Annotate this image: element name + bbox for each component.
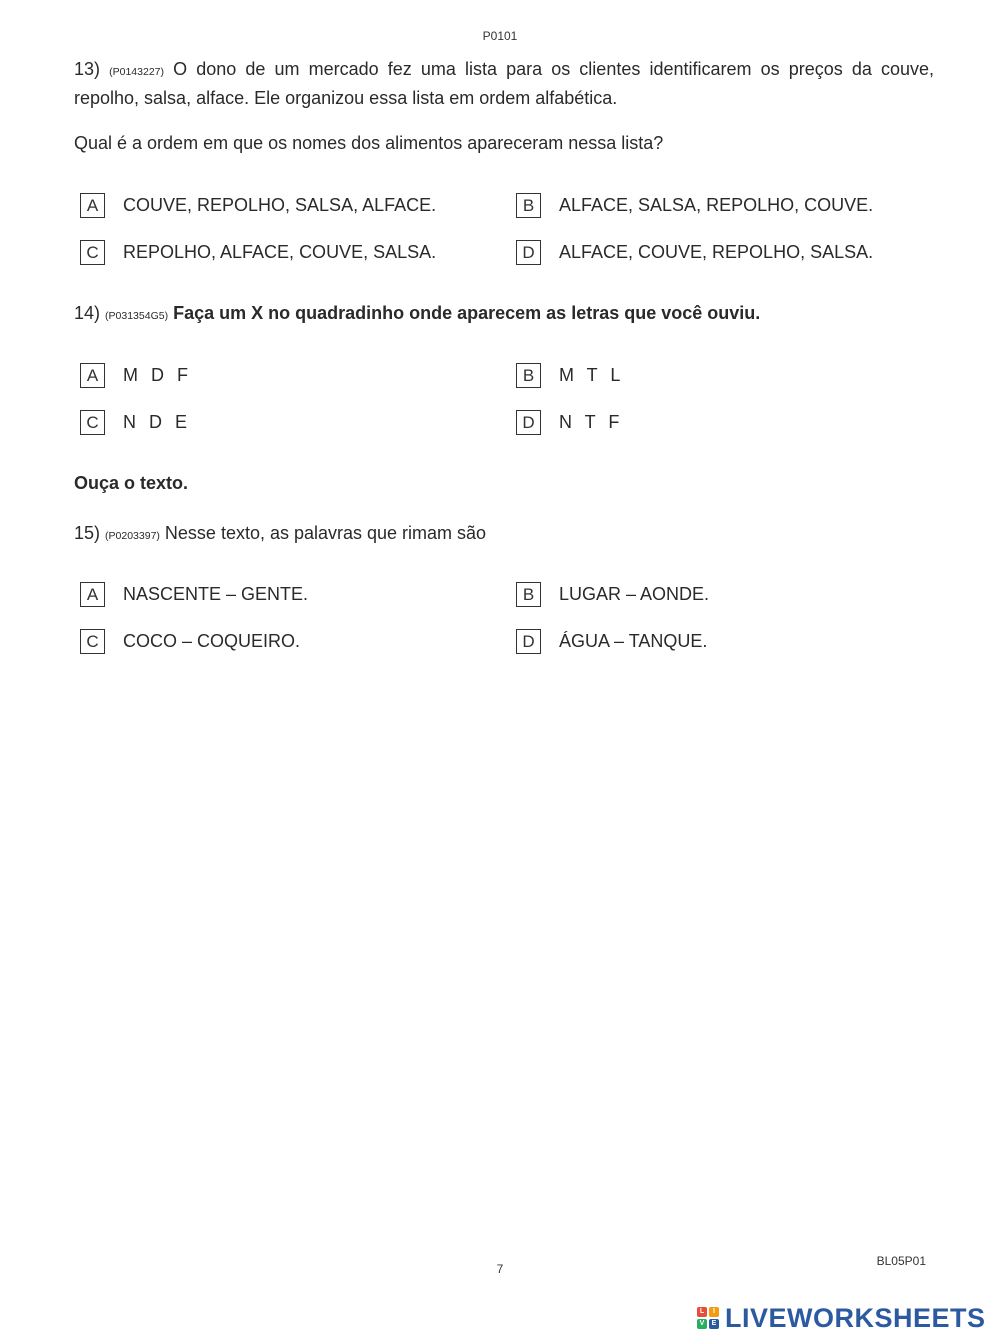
q14-text: Faça um X no quadradinho onde aparecem as letras que você ouviu.	[173, 303, 761, 323]
q13-option-c[interactable]	[80, 239, 436, 266]
q13-number: 13)	[74, 59, 101, 79]
listen-instruction: Ouça o texto.	[74, 473, 189, 493]
q15-option-b-checkbox[interactable]: B	[516, 582, 541, 607]
q13-option-d-checkbox[interactable]: D	[516, 240, 541, 265]
logo-tile-i: I	[709, 1307, 719, 1317]
q13-statement	[74, 56, 934, 111]
q14-option-b-checkbox[interactable]: B	[516, 363, 541, 388]
q14-option-b[interactable]	[516, 362, 624, 389]
q13-option-d[interactable]	[516, 239, 873, 266]
booklet-code: BL05P01	[876, 1254, 926, 1268]
q13-question: Qual é a ordem em que os nomes dos alimentos apareceram nessa lista?	[74, 133, 664, 153]
q14-option-d[interactable]	[516, 409, 623, 436]
q14-option-a[interactable]	[80, 362, 192, 389]
q13-option-a-text: COUVE, REPOLHO, SALSA, ALFACE.	[123, 195, 437, 215]
q15-option-d-text: ÁGUA – TANQUE.	[559, 631, 708, 651]
q14-option-c-checkbox[interactable]: C	[80, 410, 105, 435]
liveworksheets-logo-icon	[697, 1307, 719, 1329]
q15-option-a[interactable]	[80, 581, 308, 608]
q15-option-c-checkbox[interactable]: C	[80, 629, 105, 654]
page-number: 7	[496, 1262, 504, 1276]
q13-option-b-checkbox[interactable]: B	[516, 193, 541, 218]
q14-option-d-checkbox[interactable]: D	[516, 410, 541, 435]
q15-code: (P0203397)	[105, 530, 160, 542]
q15-option-a-text: NASCENTE – GENTE.	[123, 584, 309, 604]
liveworksheets-wordmark: LIVEWORKSHEETS	[725, 1302, 986, 1333]
logo-tile-l: L	[697, 1307, 707, 1317]
q14-option-c-text: N D E	[123, 412, 192, 432]
q13-option-b[interactable]	[516, 192, 873, 219]
q13-option-a-checkbox[interactable]: A	[80, 193, 105, 218]
q15-option-b-text: LUGAR – AONDE.	[559, 584, 710, 604]
q13-code: (P0143227)	[109, 66, 164, 78]
page-code: P0101	[482, 29, 518, 43]
q15-option-c-text: COCO – COQUEIRO.	[123, 631, 301, 651]
q14-option-c[interactable]	[80, 409, 191, 436]
q15-option-c[interactable]	[80, 628, 300, 655]
q14-number: 14)	[74, 303, 101, 323]
q15-option-b[interactable]	[516, 581, 709, 608]
q15-option-a-checkbox[interactable]: A	[80, 582, 105, 607]
q14-option-a-text: M D F	[123, 365, 192, 385]
q13-option-d-text: ALFACE, COUVE, REPOLHO, SALSA.	[559, 242, 874, 262]
q13-option-b-text: ALFACE, SALSA, REPOLHO, COUVE.	[559, 195, 874, 215]
q13-option-a[interactable]	[80, 192, 436, 219]
logo-tile-e: E	[709, 1319, 719, 1329]
q15-text: Nesse texto, as palavras que rimam são	[164, 523, 487, 543]
q15-statement	[74, 520, 934, 549]
liveworksheets-logo[interactable]	[697, 1303, 986, 1333]
q14-code: (P031354G5)	[105, 310, 169, 322]
q14-option-a-checkbox[interactable]: A	[80, 363, 105, 388]
q13-option-c-text: REPOLHO, ALFACE, COUVE, SALSA.	[123, 242, 437, 262]
q13-text: O dono de um mercado fez uma lista para os clientes identificarem os preços da couve, repolho, salsa, alface. Ele organizou essa lista em ordem alfabética.	[74, 59, 934, 108]
q15-number: 15)	[74, 523, 101, 543]
q15-option-d-checkbox[interactable]: D	[516, 629, 541, 654]
logo-tile-v: V	[697, 1319, 707, 1329]
q14-option-b-text: M T L	[559, 365, 625, 385]
q14-statement	[74, 300, 934, 329]
q14-option-d-text: N T F	[559, 412, 624, 432]
q15-option-d[interactable]	[516, 628, 707, 655]
q13-option-c-checkbox[interactable]: C	[80, 240, 105, 265]
